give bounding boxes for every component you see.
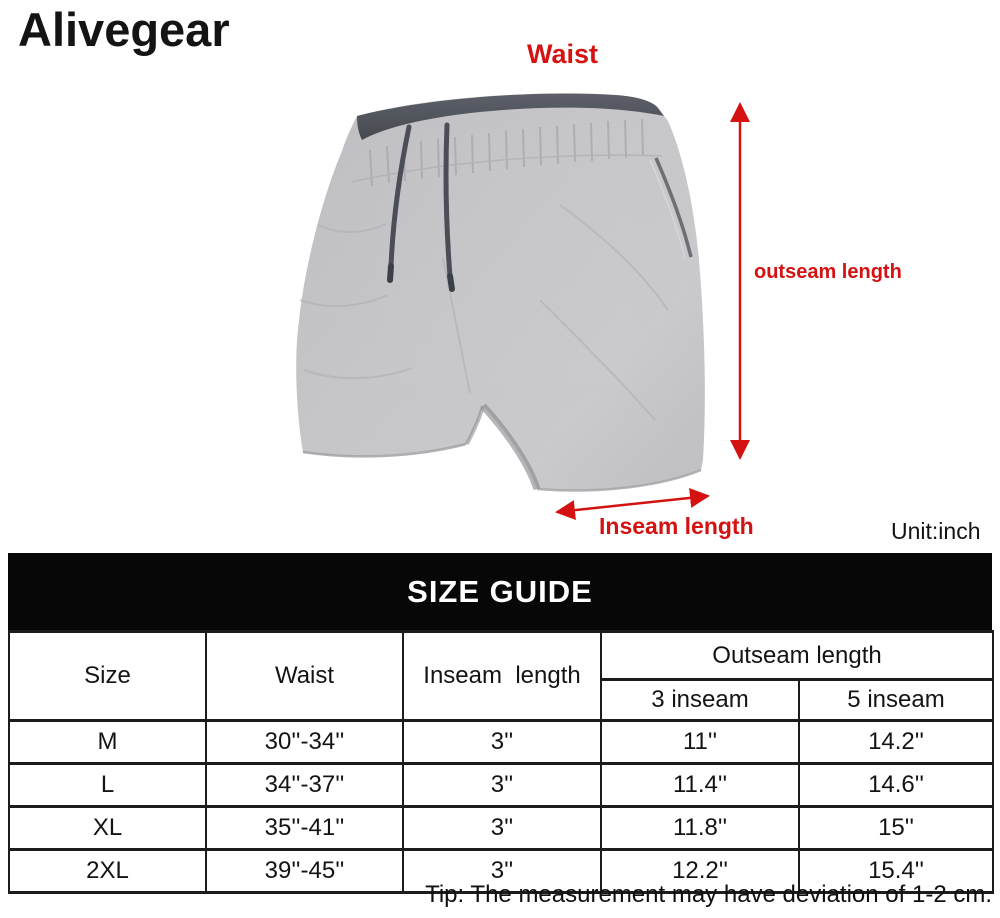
- table-row: [9, 764, 993, 807]
- table-cell: 11.4'': [601, 764, 799, 807]
- table-cell: 34''-37'': [206, 764, 403, 807]
- table-cell: M: [9, 721, 206, 764]
- table-cell: 35''-41'': [206, 807, 403, 850]
- tip-text: Tip: The measurement may have deviation of 1-2 cm.: [425, 881, 992, 908]
- col-header-waist: Waist: [206, 632, 403, 721]
- unit-label: Unit:inch: [891, 518, 981, 544]
- col-header-outseam-group: Outseam length: [601, 632, 993, 680]
- table-cell: 3'': [403, 850, 601, 893]
- col-header-inseam: Inseam length: [403, 632, 601, 721]
- table-cell: 12.2'': [601, 850, 799, 893]
- col-header-size: Size: [9, 632, 206, 721]
- table-cell: 14.2'': [799, 721, 993, 764]
- table-cell: 11'': [601, 721, 799, 764]
- size-guide-title: SIZE GUIDE: [407, 573, 593, 609]
- inseam-arrow: [557, 496, 708, 512]
- size-guide-table: [8, 630, 994, 894]
- table-cell: 15'': [799, 807, 993, 850]
- col-header-3-inseam: 3 inseam: [601, 680, 799, 721]
- outseam-annotation: outseam length: [754, 261, 902, 283]
- table-cell: 11.8'': [601, 807, 799, 850]
- table-cell: 14.6'': [799, 764, 993, 807]
- shorts-photo: [260, 55, 780, 565]
- inseam-annotation: Inseam length: [599, 513, 754, 539]
- table-row: [9, 721, 993, 764]
- table-cell: 3'': [403, 764, 601, 807]
- table-cell: 30''-34'': [206, 721, 403, 764]
- table-cell: 39''-45'': [206, 850, 403, 893]
- shorts-body: [280, 80, 720, 510]
- col-header-5-inseam: 5 inseam: [799, 680, 993, 721]
- table-cell: L: [9, 764, 206, 807]
- table-cell: 3'': [403, 807, 601, 850]
- table-cell: 15.4'': [799, 850, 993, 893]
- table-cell: 2XL: [9, 850, 206, 893]
- brand-logo: Alivegear: [18, 3, 230, 56]
- waist-annotation: Waist: [527, 39, 599, 69]
- table-cell: XL: [9, 807, 206, 850]
- size-guide-header-bar: [8, 553, 992, 630]
- table-row: [9, 807, 993, 850]
- table-cell: 3'': [403, 721, 601, 764]
